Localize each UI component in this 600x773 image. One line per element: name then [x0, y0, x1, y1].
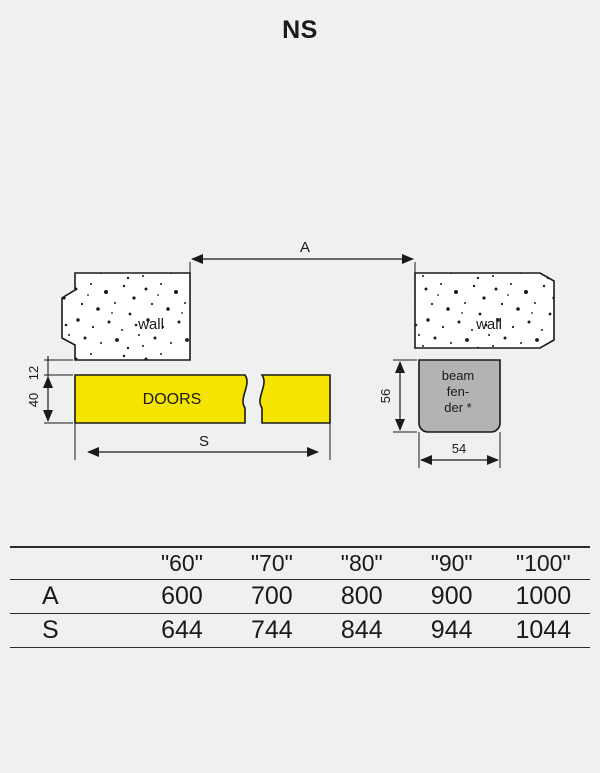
spec-table-wrapper: [10, 546, 590, 648]
table-row: [10, 614, 590, 648]
header-cell-60: "60": [160, 550, 203, 576]
page-title: NS: [282, 16, 318, 44]
header-cell-100: "100": [515, 550, 571, 576]
row-a-value-100: 1000: [515, 582, 572, 610]
row-s-value-80: 844: [340, 616, 383, 644]
row-label-s: S: [41, 616, 59, 644]
dimension-56: [378, 360, 417, 432]
header-cell-0: [10, 547, 91, 580]
wall-label-left: wall: [138, 316, 164, 333]
wall-label-right: wall: [476, 316, 502, 333]
row-label-a: A: [41, 582, 59, 610]
dimension-12: [26, 356, 73, 380]
row-s-spacer: [91, 614, 137, 648]
row-a-value-80: 800: [340, 582, 383, 610]
row-s-value-100: 1044: [515, 616, 572, 644]
table-row: [10, 580, 590, 614]
spec-table: [10, 546, 590, 648]
dimension-12-label: 12: [26, 365, 41, 381]
header-cell-90: "90": [430, 550, 473, 576]
beam-fender-label-line1: beam: [441, 368, 475, 383]
doors-bar: [75, 375, 330, 423]
beam-fender-label-line2: fen-: [446, 384, 470, 399]
dimension-54: [419, 432, 500, 468]
dimension-a-label: A: [299, 239, 311, 256]
row-a-spacer: [91, 580, 137, 614]
dimension-s: [75, 423, 330, 460]
header-cell-80: "80": [340, 550, 383, 576]
row-a-value-90: 900: [430, 582, 473, 610]
row-s-value-70: 744: [250, 616, 293, 644]
header-cell-1: [91, 547, 137, 580]
left-wall-block: [62, 273, 190, 360]
row-s-value-60: 644: [161, 616, 203, 644]
dimension-56-label: 56: [378, 388, 393, 404]
dimension-40: [26, 377, 73, 423]
beam-fender-label-line3: der *: [444, 400, 472, 415]
table-header-row: [10, 547, 590, 580]
dimension-s-label: S: [198, 433, 210, 450]
doors-label: DOORS: [142, 391, 202, 408]
row-a-value-60: 600: [161, 582, 203, 610]
row-a-value-70: 700: [250, 582, 293, 610]
row-s-value-90: 944: [430, 616, 473, 644]
header-cell-70: "70": [250, 550, 293, 576]
right-wall-block: [415, 273, 554, 348]
dimension-a: [190, 239, 415, 273]
dimension-54-label: 54: [451, 441, 467, 456]
dimension-40-label: 40: [26, 392, 41, 408]
